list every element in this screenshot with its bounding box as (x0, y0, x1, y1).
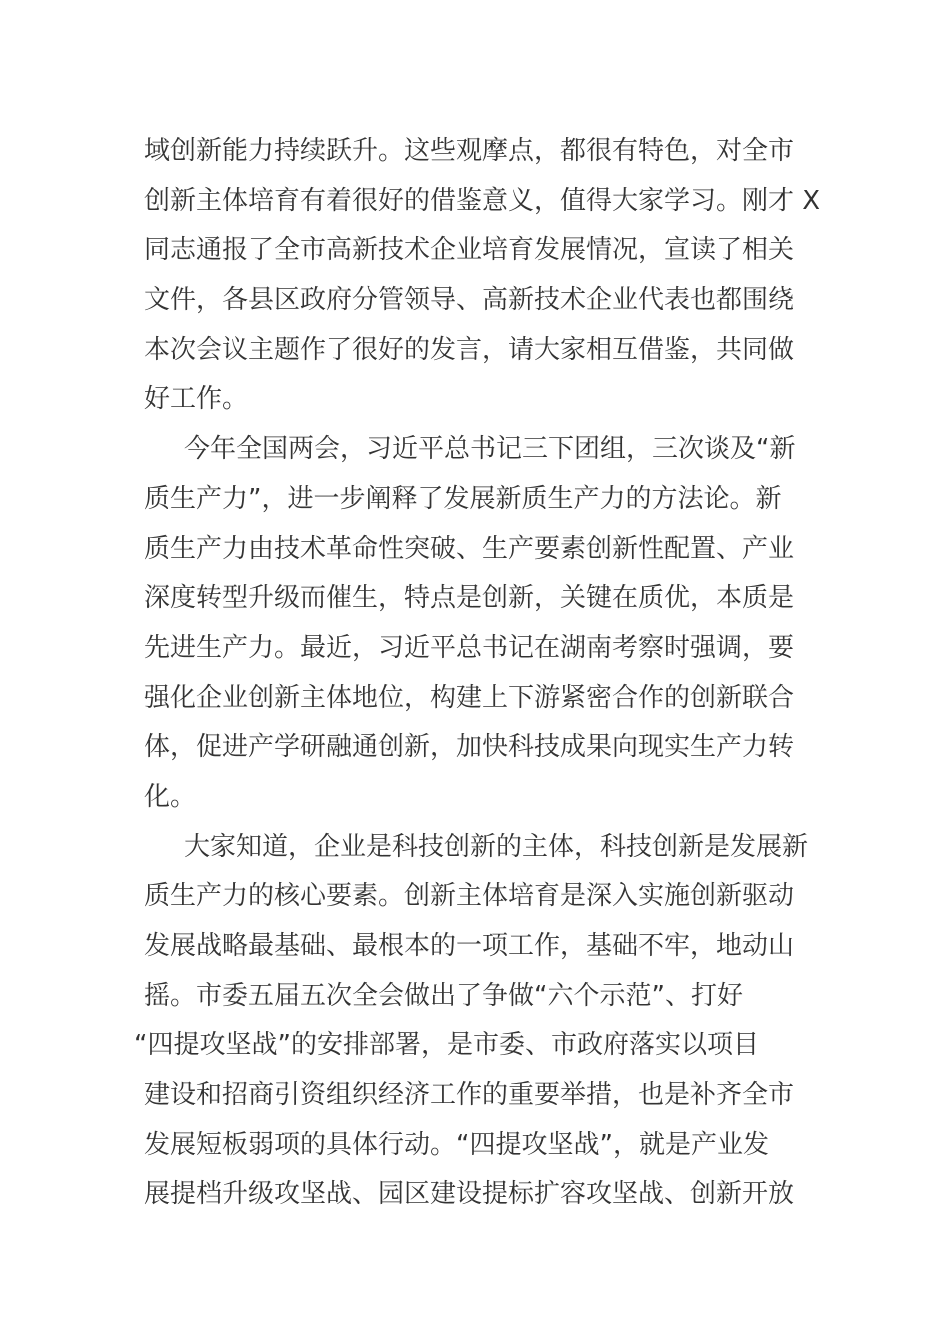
paragraph-first-line: 今年全国两会，习近平总书记三下团组，三次谈及“新 (184, 434, 796, 465)
text-line: 质生产力的核心要素。创新主体培育是深入实施创新驱动 (144, 881, 795, 912)
paragraph-first-line: 大家知道，企业是科技创新的主体，科技创新是发展新 (184, 831, 809, 862)
text-line: 好工作。 (144, 384, 249, 415)
text-line: 摇。市委五届五次全会做出了争做“六个示范”、打好 (144, 980, 743, 1011)
text-line: 先进生产力。最近，习近平总书记在湖南考察时强调，要 (144, 632, 795, 663)
text-line: 体，促进产学研融通创新，加快科技成果向现实生产力转 (144, 732, 795, 763)
text-line: 深度转型升级而催生，特点是创新，关键在质优，本质是 (144, 583, 795, 614)
text-line: 创新主体培育有着很好的借鉴意义，值得大家学习。刚才 X (144, 185, 821, 216)
text-line: 域创新能力持续跃升。这些观摩点，都很有特色，对全市 (144, 136, 795, 166)
text-line: 强化企业创新主体地位，构建上下游紧密合作的创新联合 (144, 682, 795, 713)
text-line: “四提攻坚战”的安排部署，是市委、市政府落实以项目 (134, 1030, 759, 1061)
text-line: 发展战略最基础、最根本的一项工作，基础不牢，地动山 (144, 931, 795, 961)
text-line: 展提档升级攻坚战、园区建设提标扩容攻坚战、创新开放 (144, 1179, 795, 1210)
document-body (134, 127, 821, 1220)
text-line: 同志通报了全市高新技术企业培育发展情况，宣读了相关 (144, 235, 795, 266)
text-line: 文件，各县区政府分管领导、高新技术企业代表也都围绕 (144, 285, 795, 316)
text-line: 建设和招商引资组织经济工作的重要举措，也是补齐全市 (144, 1080, 795, 1111)
text-line: 质生产力由技术革命性突破、生产要素创新性配置、产业 (144, 533, 795, 564)
text-line: 本次会议主题作了很好的发言，请大家相互借鉴，共同做 (144, 334, 795, 365)
text-line: 发展短板弱项的具体行动。“四提攻坚战”，就是产业发 (144, 1129, 769, 1160)
text-line: 质生产力”，进一步阐释了发展新质生产力的方法论。新 (144, 483, 782, 514)
text-line: 化。 (144, 781, 197, 812)
